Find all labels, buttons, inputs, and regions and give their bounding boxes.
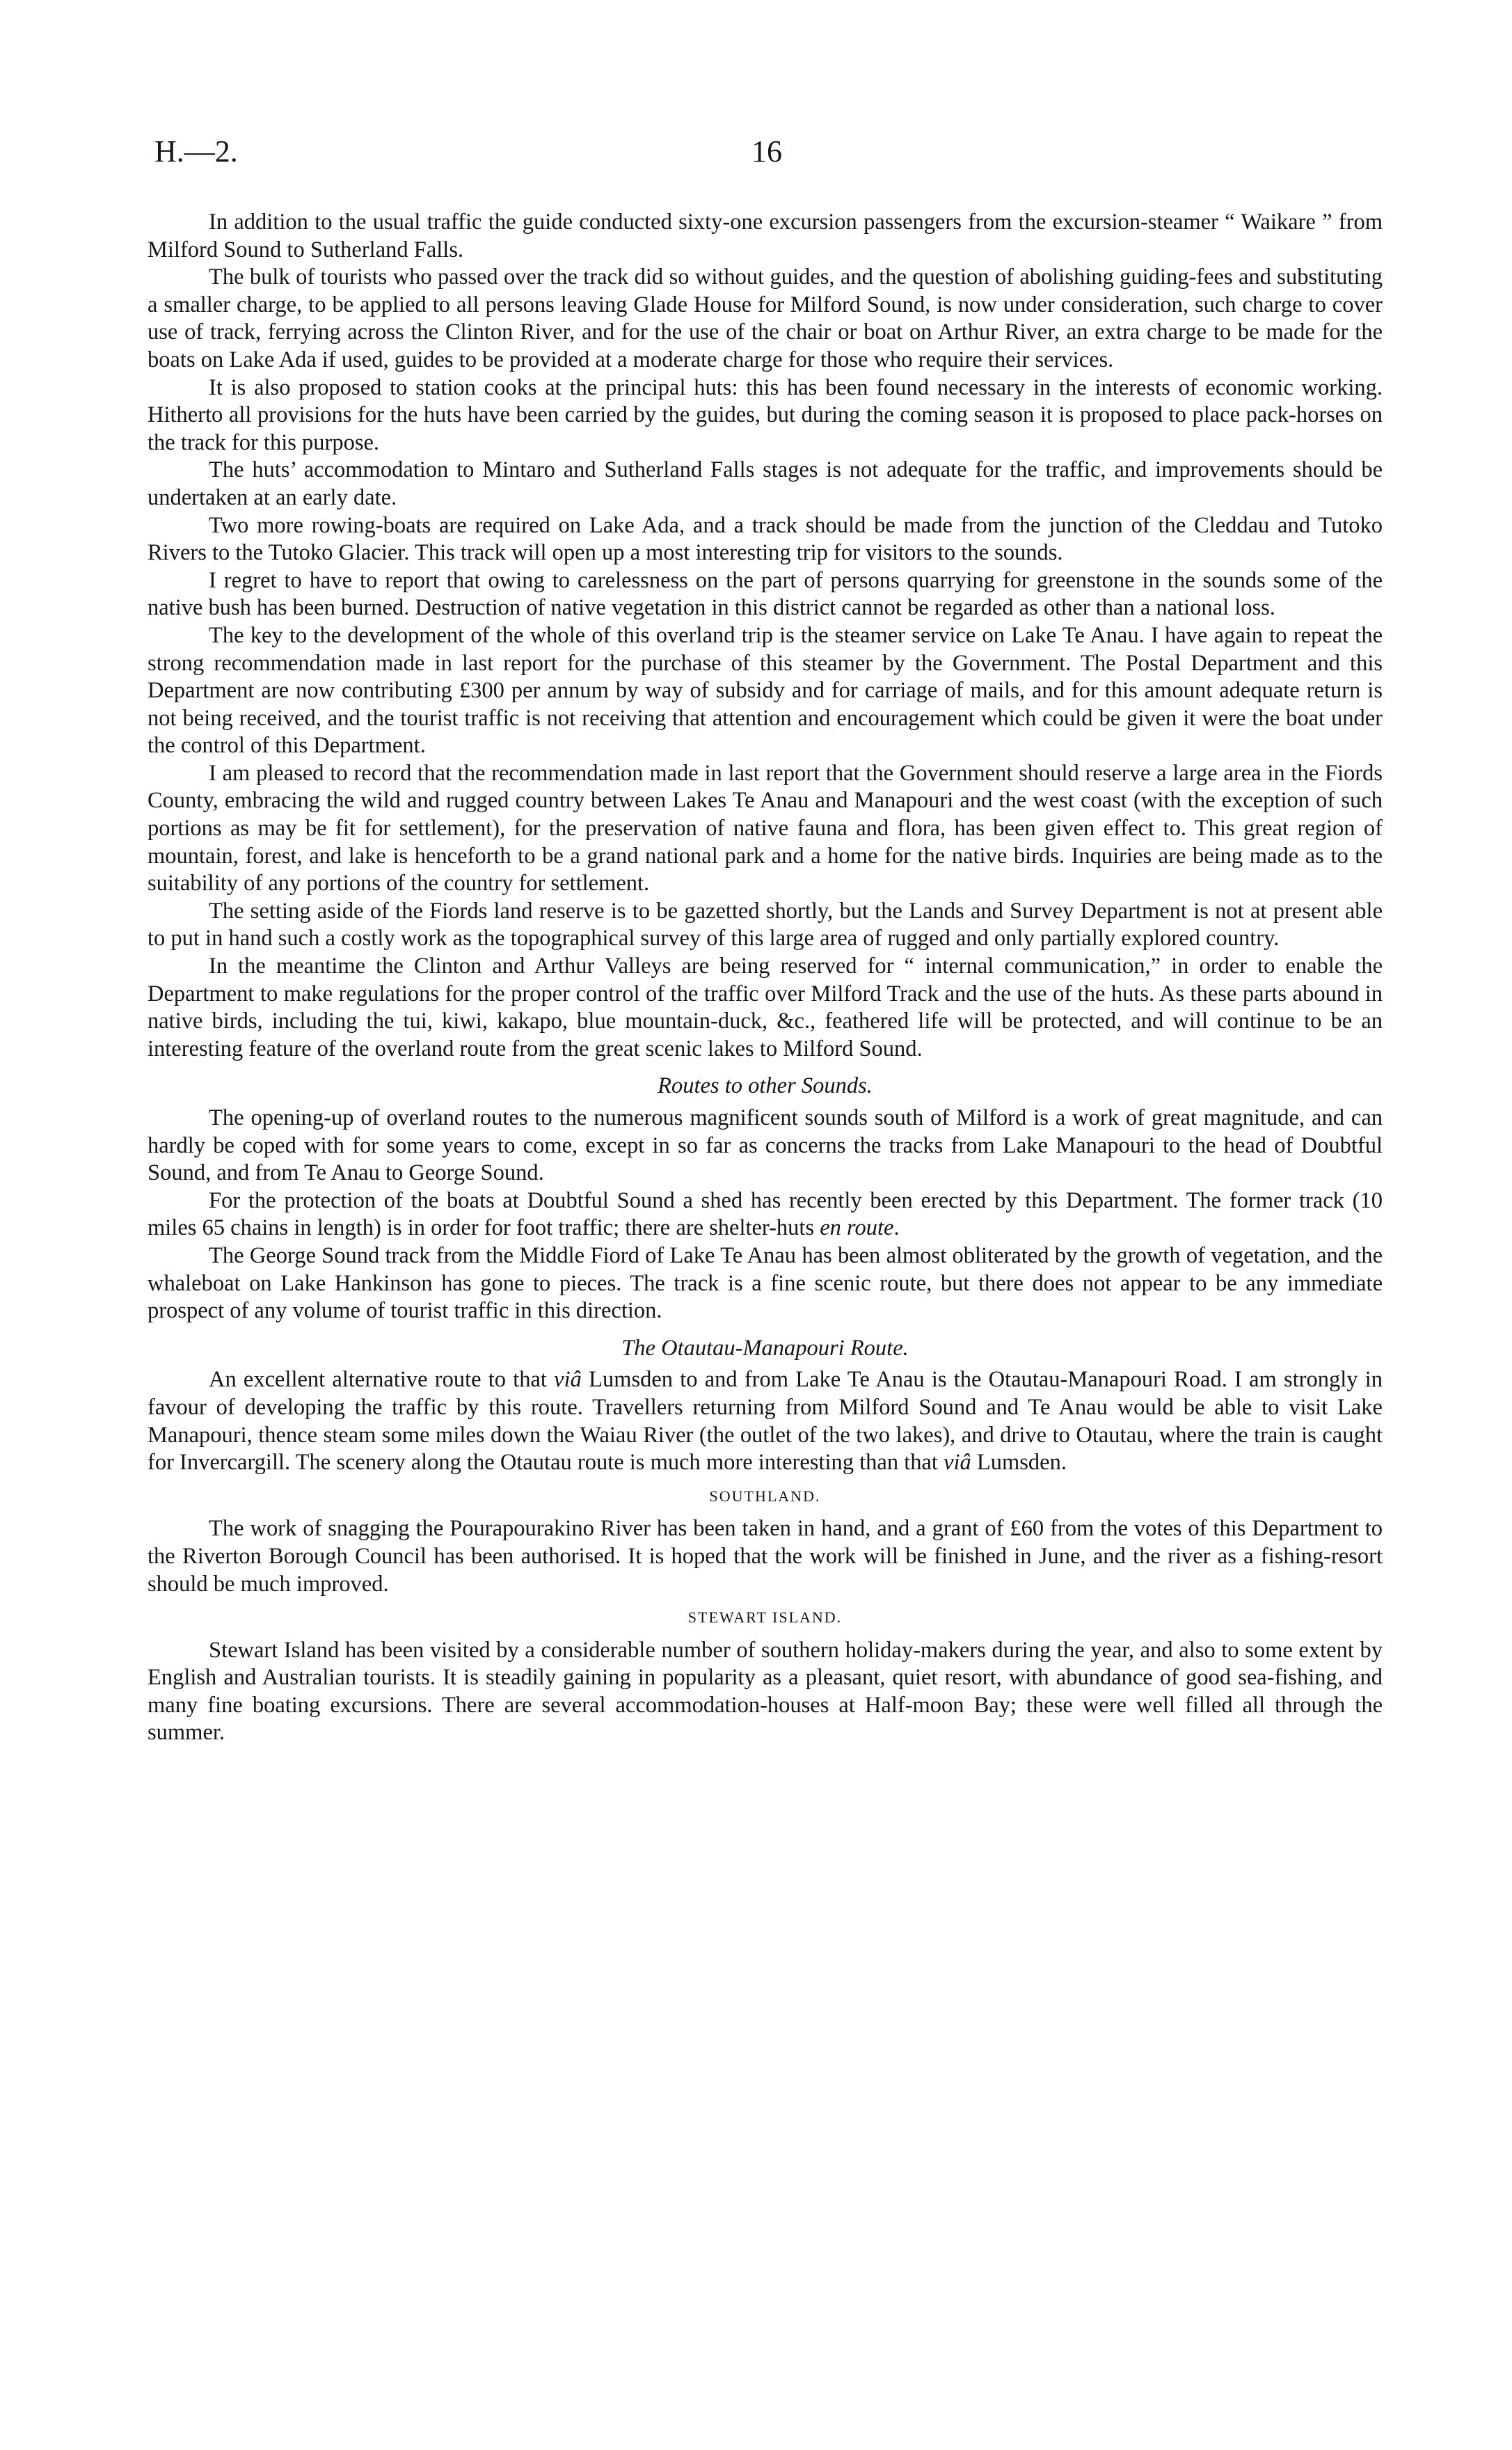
text-run: Lumsden to and from Lake Te Anau is the Otautau-Manapouri Road. I am strongly in favour of developing the traffic by this route. Travellers returning from Milford Sound and Te Anau would be able to visit Lake Manapouri, thence steam some miles down the Waiau River (the outlet of the two lakes), and drive to Otautau, where the train is caught for Invercargill. The scenery along the Otautau route is much more interesting than that: [148, 1367, 1383, 1476]
paragraph: I regret to have to report that owing to carelessness on the part of persons quarrying for greenstone in the sounds some of the native bush has been burned. Destruction of native vegetation in this district cannot be regarded as other than a national loss.: [148, 567, 1383, 621]
paragraph: The bulk of tourists who passed over the track did so without guides, and the question of abolishing guiding-fees and substituting a smaller charge, to be applied to all persons leaving Glade House for Milford Sound, is now under consideration, such charge to cover use of track, ferrying across the Clinton River, and for the use of the chair or boat on Arthur River, an extra charge to be made for the boats on Lake Ada if used, guides to be provided at a moderate charge for those who require their services.: [148, 264, 1383, 372]
paragraph: [148, 1187, 1383, 1242]
page-header: [154, 134, 1379, 182]
text-run: .: [893, 1215, 900, 1241]
page-number: 16: [751, 134, 782, 168]
report-reference: H.—2.: [154, 134, 238, 168]
paragraph: The work of snagging the Pourapourakino River has been taken in hand, and a grant of £60 from the votes of this Department to the Riverton Borough Council has been authorised. It is hoped that the work will be finished in June, and the river as a fishing-resort should be much improved.: [148, 1516, 1383, 1597]
section-heading-stewart-island: STEWART ISLAND.: [687, 1609, 843, 1627]
italic-text: viâ: [554, 1367, 582, 1393]
paragraph: Two more rowing-boats are required on Lake Ada, and a track should be made from the junction of the Cleddau and Tutoko Rivers to the Tutoko Glacier. This track will open up a most interesting trip for visitors to the sounds.: [148, 512, 1383, 566]
section-heading-routes: Routes to other Sounds.: [658, 1073, 873, 1099]
paragraph: The setting aside of the Fiords land reserve is to be gazetted shortly, but the Lands and Survey Department is not at present able to put in hand such a costly work as the topographical survey of this large area of rugged and only partially explored country.: [148, 898, 1383, 951]
paragraph: The huts’ accommodation to Mintaro and Sutherland Falls stages is not adequate for the traffic, and improvements should be undertaken at an early date.: [148, 457, 1383, 510]
paragraph: I am pleased to record that the recommendation made in last report that the Government should reserve a large area in the Fiords County, embracing the wild and rugged country between Lakes Te Anau and Manapouri and the west coast (with the exception of such portions as may be fit for settlement), for the preservation of native fauna and flora, has been given effect to. This great region of mountain, forest, and lake is henceforth to be a grand national park and a home for the native birds. Inquiries are being made as to the suitability of any portions of the country for settlement.: [148, 760, 1383, 896]
paragraph: The George Sound track from the Middle Fiord of Lake Te Anau has been almost obliterated by the growth of vegetation, and the whaleboat on Lake Hankinson has gone to pieces. The track is a fine scenic route, but there does not appear to be any immediate prospect of any volume of tourist traffic in this direction.: [148, 1242, 1383, 1324]
text-run: An excellent alternative route to that: [209, 1367, 555, 1393]
italic-text: viâ: [944, 1450, 971, 1476]
paragraph: Stewart Island has been visited by a considerable number of southern holiday-makers during the year, and also to some extent by English and Australian tourists. It is steadily gaining in popularity as a pleasant, quiet resort, with abundance of good sea-fishing, and many fine boating excursions. There are several accommodation-houses at Half-moon Bay; these were well filled all through the summer.: [148, 1637, 1383, 1746]
section-heading-southland: SOUTHLAND.: [709, 1487, 821, 1505]
text-run: Lumsden.: [971, 1450, 1067, 1476]
paragraph: In the meantime the Clinton and Arthur Valleys are being reserved for “ internal communication,” in order to enable the Department to make regulations for the proper control of the traffic over Milford Track and the use of the huts. As these parts abound in native birds, including the tui, kiwi, kakapo, blue mountain-duck, &c., feathered life will be protected, and will continue to be an interesting feature of the overland route from the great scenic lakes to Milford Sound.: [148, 954, 1383, 1061]
paragraph: The opening-up of overland routes to the numerous magnificent sounds south of Milford is a work of great magnitude, and can hardly be coped with for some years to come, except in so far as concerns the tracks from Lake Manapouri to the head of Doubtful Sound, and from Te Anau to George Sound.: [148, 1105, 1383, 1186]
document-body: [148, 209, 1383, 1747]
section-heading-otautau: The Otautau-Manapouri Route.: [621, 1335, 909, 1361]
text-run: For the protection of the boats at Doubtful Sound a shed has recently been erected by this Department. The former track (10 miles 65 chains in length) is in order for foot traffic; there are shelter-huts: [148, 1187, 1383, 1241]
paragraph: It is also proposed to station cooks at the principal huts: this has been found necessary in the interests of economic working. Hitherto all provisions for the huts have been carried by the guides, but during the coming season it is proposed to place pack-horses on the track for this purpose.: [148, 374, 1383, 455]
paragraph: In addition to the usual traffic the guide conducted sixty-one excursion passengers from the excursion-steamer “ Waikare ” from Milford Sound to Sutherland Falls.: [148, 210, 1383, 262]
paragraph: [148, 1366, 1383, 1476]
italic-text: en route: [820, 1215, 894, 1241]
paragraph: The key to the development of the whole of this overland trip is the steamer service on Lake Te Anau. I have again to repeat the strong recommendation made in last report for the purchase of this steamer by the Government. The Postal Department and this Department are now contributing £300 per annum by way of subsidy and for carriage of mails, and for this amount adequate return is not being received, and the tourist traffic is not receiving that attention and encouragement which could be given it were the boat under the control of this Department.: [148, 622, 1383, 759]
